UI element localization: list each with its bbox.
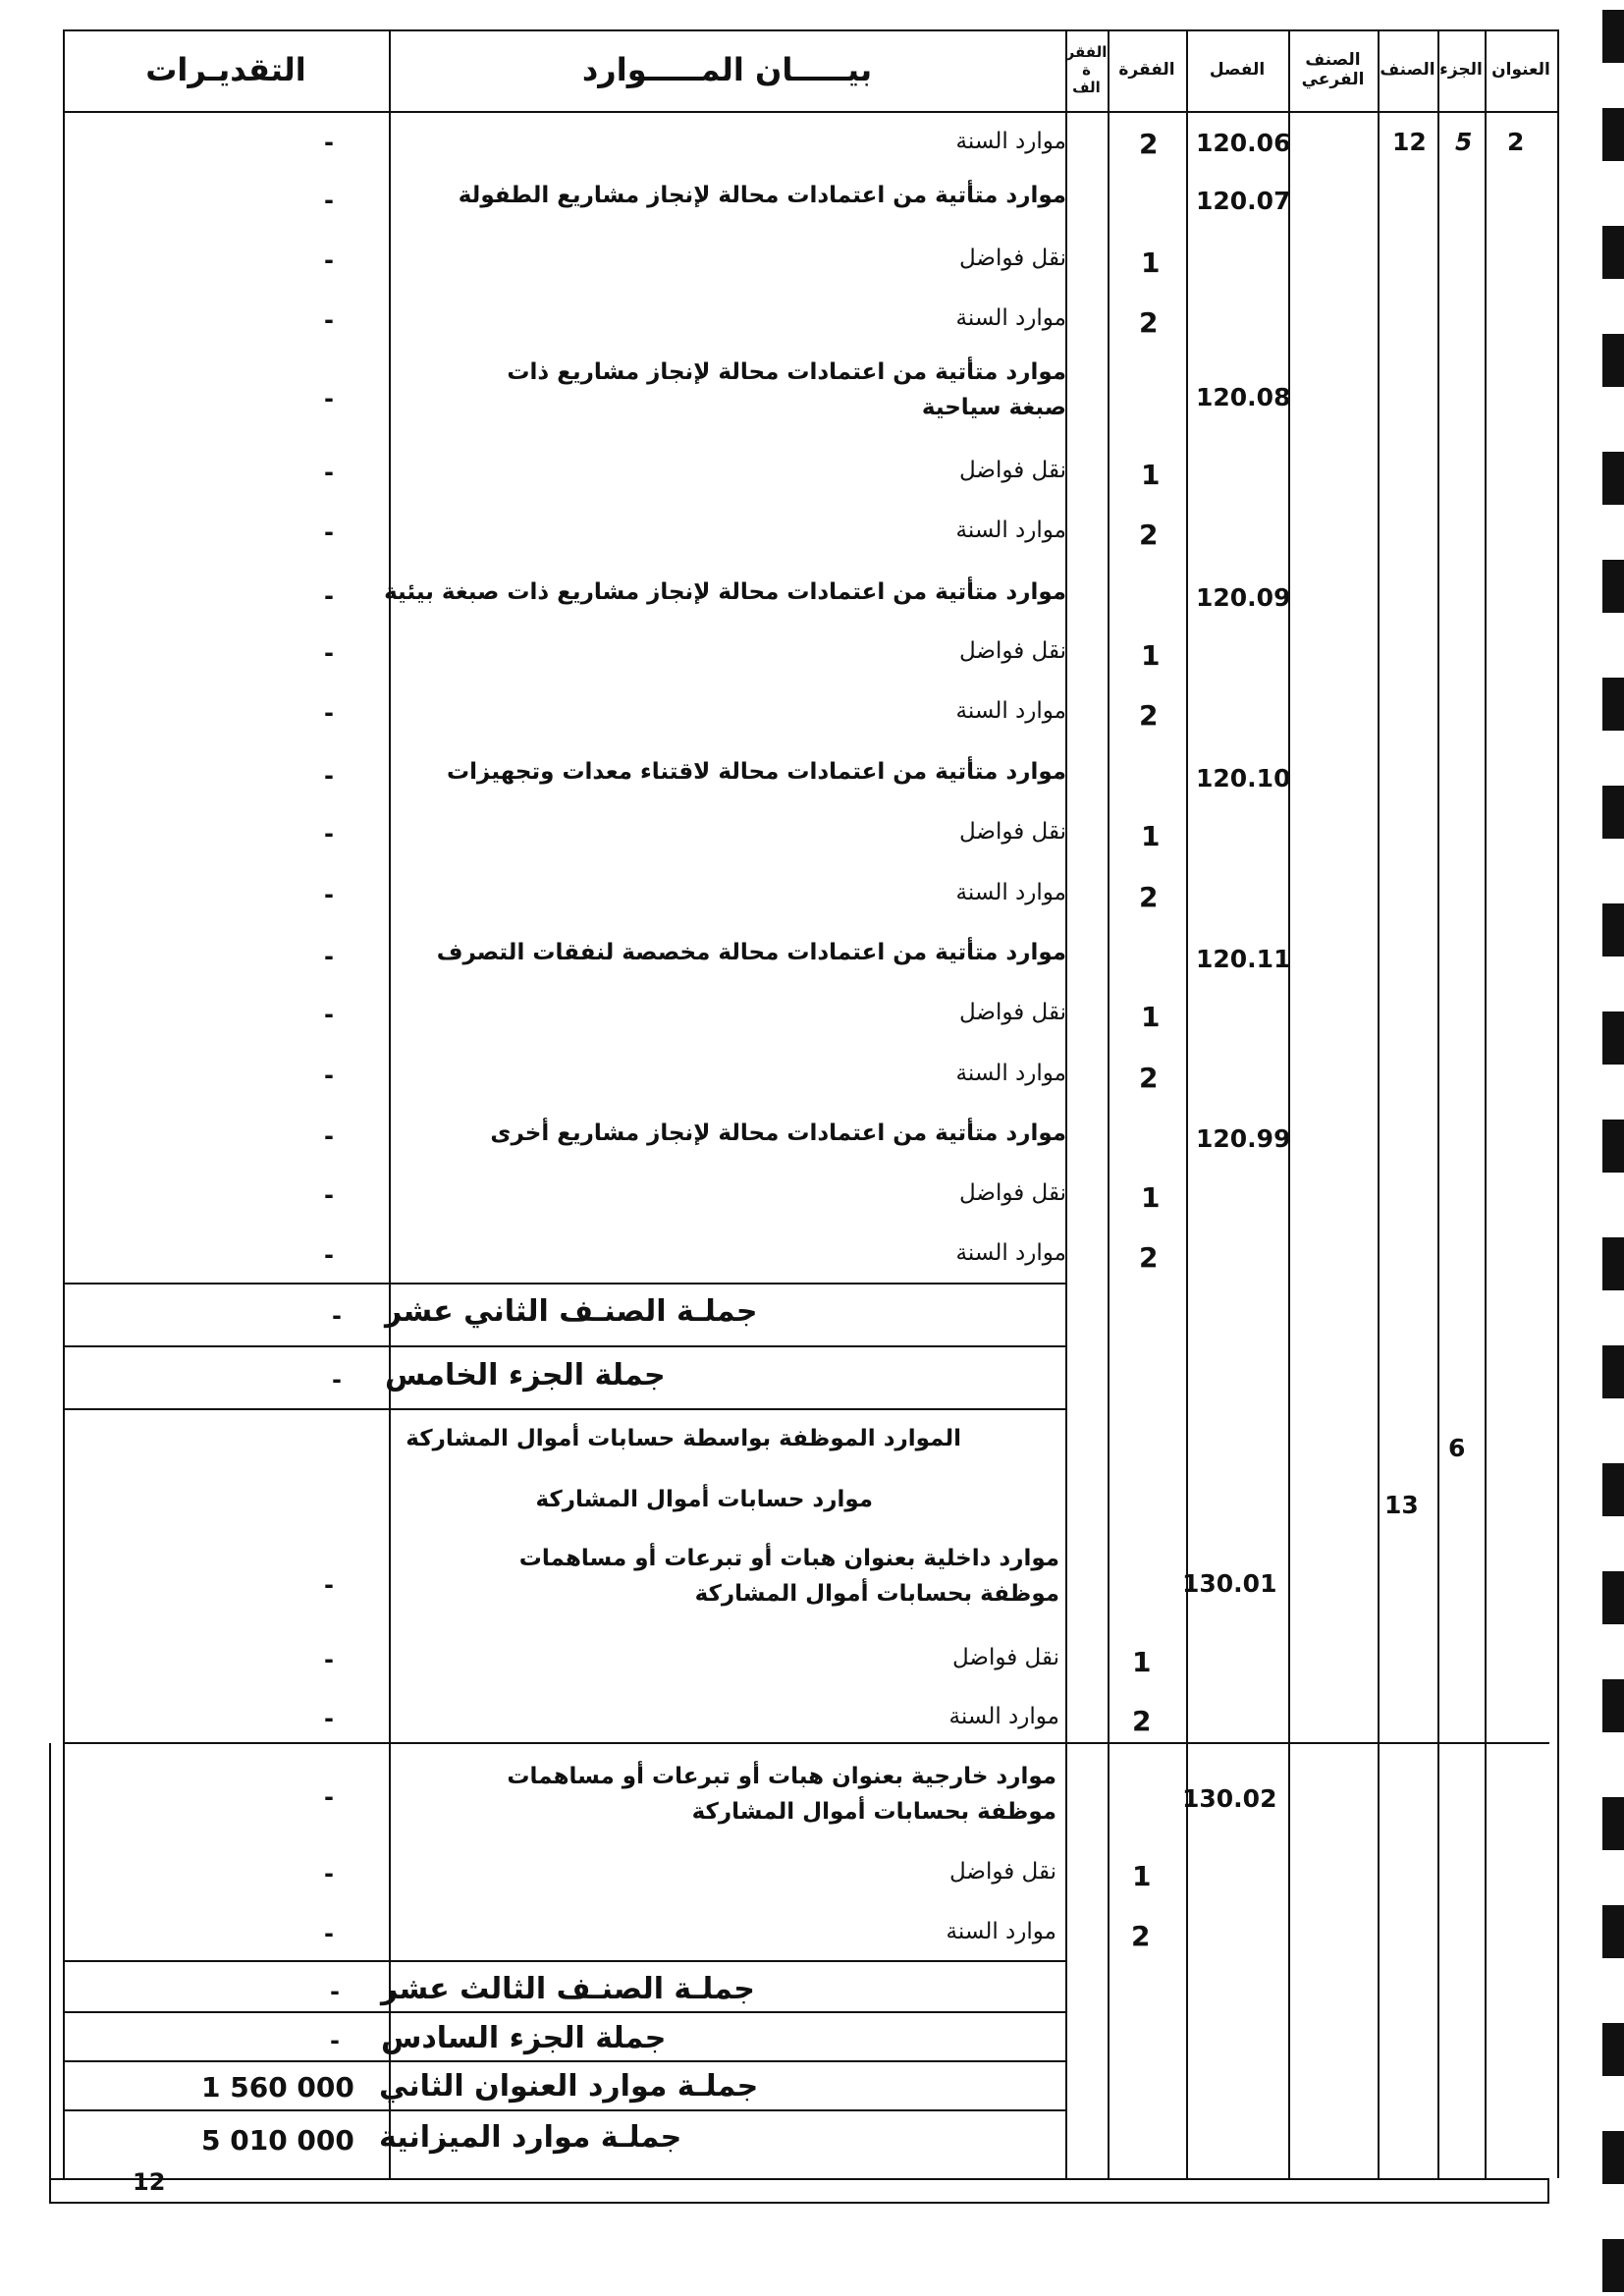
row-6-paragraph: 1	[1141, 459, 1161, 491]
row-23-description: موارد خارجية بعنوان هبات أو تبرعات أو مساهمات موظفة بحسابات أموال المشاركة	[507, 1764, 1056, 1825]
row-25-description: موارد السنة	[946, 1919, 1056, 1944]
col-sep-subpara	[1108, 29, 1110, 2178]
row-1-chapter: 120.06	[1196, 129, 1291, 157]
row-12-description: نقل فواضل	[959, 819, 1066, 845]
col-sep-para	[1186, 29, 1188, 2178]
row-24-paragraph: 1	[1132, 1860, 1152, 1892]
row-20-description: موارد داخلية بعنوان هبات أو تبرعات أو مساهمات موظفة بحسابات أموال المشاركة	[518, 1546, 1059, 1607]
col-sep-description	[1065, 29, 1067, 2178]
header-estimates: التقديـرات	[145, 50, 306, 88]
row-24-estimate: -	[324, 1860, 334, 1887]
row-7-estimate: -	[324, 519, 334, 546]
total-part-6-value: -	[330, 2027, 340, 2054]
col-sep-subclass	[1378, 29, 1380, 2178]
col-sep-chapter	[1288, 29, 1290, 2178]
row-line	[63, 1283, 1066, 1285]
row-5-chapter: 120.08	[1196, 383, 1291, 411]
row-8-estimate: -	[324, 582, 334, 610]
row-3-estimate: -	[324, 246, 334, 274]
row-line	[63, 1960, 1066, 1962]
header-title: العنوان	[1491, 59, 1550, 80]
row-2-estimate: -	[324, 187, 334, 214]
row-20-chapter: 130.01	[1182, 1569, 1277, 1598]
row-line	[63, 1742, 1549, 1744]
col-sep-class	[1437, 29, 1439, 2178]
row-15-paragraph: 1	[1141, 1001, 1161, 1033]
row-9-description: نقل فواضل	[959, 638, 1066, 664]
row-line	[63, 2060, 1066, 2062]
row-2-chapter: 120.07	[1196, 187, 1291, 215]
row-17-description: موارد متأتية من اعتمادات محالة لإنجاز مشاريع أخرى	[490, 1121, 1066, 1146]
total-title-2-value: 1 560 000	[201, 2071, 354, 2104]
code-part-6: 6	[1448, 1434, 1466, 1462]
header-chapter: الفصل	[1209, 59, 1266, 80]
row-9-paragraph: 1	[1141, 639, 1161, 672]
header-subclass-line1: الصنف	[1305, 49, 1361, 70]
row-15-description: نقل فواضل	[959, 1000, 1066, 1025]
table-left-border	[63, 29, 65, 2178]
total-title-2-label: جملـة موارد العنوان الثاني	[379, 2069, 759, 2104]
table-left-border-lower	[49, 1743, 51, 2203]
row-12-estimate: -	[324, 820, 334, 847]
row-18-paragraph: 1	[1141, 1181, 1161, 1214]
row-23-estimate: -	[324, 1783, 334, 1811]
row-21-estimate: -	[324, 1646, 334, 1673]
total-class-12-value: -	[332, 1302, 342, 1330]
row-17-estimate: -	[324, 1122, 334, 1150]
page-number: 12	[133, 2168, 166, 2196]
total-part-5-value: -	[332, 1366, 342, 1394]
row-line	[63, 2011, 1066, 2013]
row-2-description: موارد متأتية من اعتمادات محالة لإنجاز مشاريع الطفولة	[458, 183, 1066, 208]
row-6-description: نقل فواضل	[959, 458, 1066, 483]
table-bottom-border	[49, 2178, 1549, 2180]
footer-line	[49, 2202, 1549, 2204]
row-21-paragraph: 1	[1132, 1646, 1152, 1678]
table-right-border	[1557, 29, 1559, 2178]
row-19-paragraph: 2	[1139, 1241, 1159, 1274]
header-class: الصنف	[1380, 59, 1435, 80]
section-class-13-heading: موارد حسابات أموال المشاركة	[535, 1487, 873, 1512]
row-14-chapter: 120.11	[1196, 945, 1291, 973]
row-13-paragraph: 2	[1139, 881, 1159, 913]
row-line	[63, 2109, 1066, 2111]
total-budget-label: جملـة موارد الميزانية	[379, 2120, 682, 2155]
row-13-description: موارد السنة	[955, 880, 1066, 905]
row-22-description: موارد السنة	[948, 1704, 1059, 1729]
header-subparagraph-line1: الفقر	[1065, 43, 1108, 61]
row-18-description: نقل فواضل	[959, 1180, 1066, 1206]
code-part-5: 5	[1455, 128, 1473, 156]
total-budget-value: 5 010 000	[201, 2124, 354, 2157]
row-6-estimate: -	[324, 459, 334, 486]
row-13-estimate: -	[324, 881, 334, 908]
row-19-estimate: -	[324, 1241, 334, 1269]
row-4-paragraph: 2	[1139, 306, 1159, 339]
row-3-description: نقل فواضل	[959, 246, 1066, 271]
row-14-description: موارد متأتية من اعتمادات محالة مخصصة لنفقات التصرف	[436, 940, 1066, 965]
row-7-paragraph: 2	[1139, 519, 1159, 551]
row-23-chapter: 130.02	[1182, 1784, 1277, 1813]
header-description: بيـــــان المـــــوارد	[581, 50, 873, 88]
row-16-description: موارد السنة	[955, 1061, 1066, 1086]
header-paragraph: الفقرة	[1118, 59, 1175, 80]
row-25-estimate: -	[324, 1920, 334, 1947]
row-1-description: موارد السنة	[955, 129, 1066, 154]
total-class-13-value: -	[330, 1978, 340, 2005]
row-9-estimate: -	[324, 639, 334, 667]
row-1-estimate: -	[324, 129, 334, 156]
row-15-estimate: -	[324, 1001, 334, 1028]
header-subparagraph	[1065, 29, 1108, 110]
row-24-description: نقل فواضل	[949, 1859, 1056, 1885]
row-22-estimate: -	[324, 1705, 334, 1732]
header-subclass	[1288, 29, 1378, 110]
total-part-6-label: جملة الجزء السادس	[381, 2021, 667, 2055]
header-part: الجزء	[1439, 59, 1483, 80]
row-10-estimate: -	[324, 699, 334, 727]
row-5-estimate: -	[324, 385, 334, 412]
row-11-chapter: 120.10	[1196, 764, 1291, 793]
row-11-description: موارد متأتية من اعتمادات محالة لاقتناء معدات وتجهيزات	[447, 759, 1066, 785]
row-10-description: موارد السنة	[955, 698, 1066, 724]
row-11-estimate: -	[324, 762, 334, 790]
header-bottom-border	[63, 111, 1557, 113]
row-line	[63, 1408, 1066, 1410]
total-class-13-label: جملـة الصنـف الثالث عشر	[381, 1972, 755, 2006]
row-4-description: موارد السنة	[955, 305, 1066, 331]
row-7-description: موارد السنة	[955, 518, 1066, 543]
row-10-paragraph: 2	[1139, 699, 1159, 732]
row-20-estimate: -	[324, 1571, 334, 1599]
row-16-paragraph: 2	[1139, 1062, 1159, 1094]
row-22-paragraph: 2	[1132, 1705, 1152, 1737]
row-4-estimate: -	[324, 306, 334, 334]
row-18-estimate: -	[324, 1181, 334, 1209]
row-8-description: موارد متأتية من اعتمادات محالة لإنجاز مشاريع ذات صبغة بيئية	[384, 579, 1066, 605]
spiral-binding	[1595, 0, 1624, 2296]
header-subclass-line2: الفرعي	[1301, 70, 1365, 89]
row-8-chapter: 120.09	[1196, 583, 1291, 612]
row-3-paragraph: 1	[1141, 246, 1161, 279]
section-part-6-heading: الموارد الموظفة بواسطة حسابات أموال المشاركة	[406, 1426, 961, 1451]
row-17-chapter: 120.99	[1196, 1124, 1291, 1153]
row-1-paragraph: 2	[1139, 128, 1159, 160]
code-class-13: 13	[1384, 1491, 1419, 1519]
footer-right-border	[1547, 2178, 1549, 2204]
row-21-description: نقل فواضل	[952, 1645, 1059, 1670]
row-16-estimate: -	[324, 1062, 334, 1089]
header-subparagraph-line3: الف	[1072, 79, 1101, 96]
row-14-estimate: -	[324, 943, 334, 970]
col-sep-estimates	[389, 29, 391, 2178]
col-sep-part	[1485, 29, 1487, 2178]
row-5-description: موارد متأتية من اعتمادات محالة لإنجاز مشاريع ذات صبغة سياحية	[507, 359, 1066, 420]
row-25-paragraph: 2	[1131, 1920, 1151, 1952]
header-subparagraph-line2: ة	[1082, 61, 1091, 79]
row-19-description: موارد السنة	[955, 1240, 1066, 1266]
row-line	[63, 1345, 1066, 1347]
code-class-12: 12	[1392, 128, 1427, 156]
total-class-12-label: جملـة الصنـف الثاني عشر	[385, 1294, 758, 1329]
row-12-paragraph: 1	[1141, 820, 1161, 852]
code-title: 2	[1507, 128, 1525, 156]
total-part-5-label: جملة الجزء الخامس	[385, 1358, 666, 1393]
